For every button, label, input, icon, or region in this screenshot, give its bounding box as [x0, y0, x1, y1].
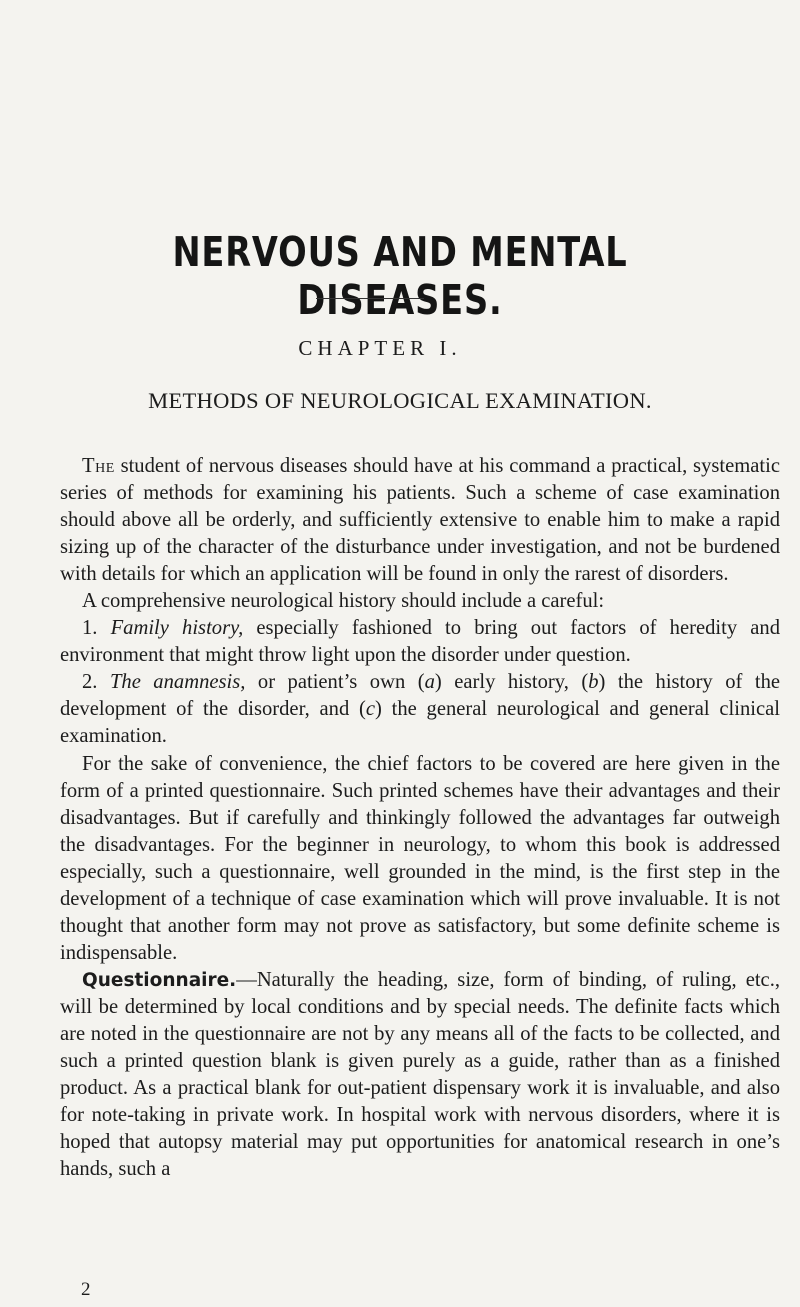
- list-item-text: ) the history of the development of the disorder, and (: [60, 671, 781, 721]
- list-item-number: 2.: [82, 671, 110, 694]
- list-item-letter: b: [588, 671, 599, 694]
- paragraph-lead-word: The: [82, 455, 115, 477]
- list-item-term: The anamnesis,: [109, 671, 246, 694]
- paragraph-questionnaire: [60, 967, 780, 1183]
- list-item-text: or patient’s own (: [245, 671, 425, 694]
- paragraph-history: A comprehensive neurological history should include a careful:: [82, 590, 605, 613]
- list-item-text: ) early history, (: [434, 671, 589, 694]
- list-item-number: 1.: [82, 617, 111, 640]
- list-item-family-history: [60, 615, 780, 669]
- page-number: 2: [81, 1279, 91, 1300]
- list-item-term: Family history,: [110, 617, 244, 640]
- book-title: NERVOUS AND MENTAL DISEASES.: [172, 228, 628, 324]
- chapter-title: METHODS OF NEUROLOGICAL EXAMINATION.: [148, 388, 652, 413]
- paragraph-intro-text: student of nervous diseases should have at his command a practical, systematic series of methods for examining his patients. Such a scheme of case examination should above all be orderly, and sufficiently extensive to enable him to make a rapid sizing up of the character of the disturbance under investigation, and not be burdened with details for which an application will be found in only the rarest of disorders.: [60, 455, 780, 586]
- body-text: [60, 453, 780, 1183]
- title-divider: [316, 298, 424, 299]
- list-item-text: especially fashioned to bring out factors of heredity and environment that might throw light upon the disorder under question.: [60, 617, 781, 667]
- chapter-label: CHAPTER I.: [298, 336, 462, 360]
- paragraph-questionnaire-text: —Naturally the heading, size, form of binding, of ruling, etc., will be determined by local conditions and by special needs. The definite facts which are noted in the questionnaire are not by any means all of the facts to be collected, and such a printed question blank is given purely as a guide, rather than as a finished product. As a practical blank for out-patient dispensary work it is invaluable, and also for note-taking in private work. In hospital work with nervous disorders, where it is hoped that autopsy material may put opportunities for anatomical research in one’s hands, such a: [60, 968, 780, 1181]
- list-item-anamnesis: [60, 669, 780, 750]
- list-item-letter: a: [424, 671, 435, 694]
- paragraph-intro: [60, 453, 780, 588]
- list-item-letter: c: [365, 698, 375, 721]
- paragraph-questionnaire-intro: For the sake of convenience, the chief factors to be covered are here given in the form of a printed questionnaire. Such printed schemes have their advantages and their disadvantages. But if carefully and thinkingly followed the advantages far outweigh the disadvantages. For the beginner in neurology, to whom this book is addressed especially, such a questionnaire, well grounded in the mind, is the first step in the development of a technique of case examination which will prove invaluable. It is not thought that another form may not prove as satisfactory, but some definite scheme is indispensable.: [60, 752, 780, 964]
- list-item-text: ) the general neurological and general clinical examination.: [60, 698, 780, 748]
- section-heading: Questionnaire.: [82, 969, 237, 991]
